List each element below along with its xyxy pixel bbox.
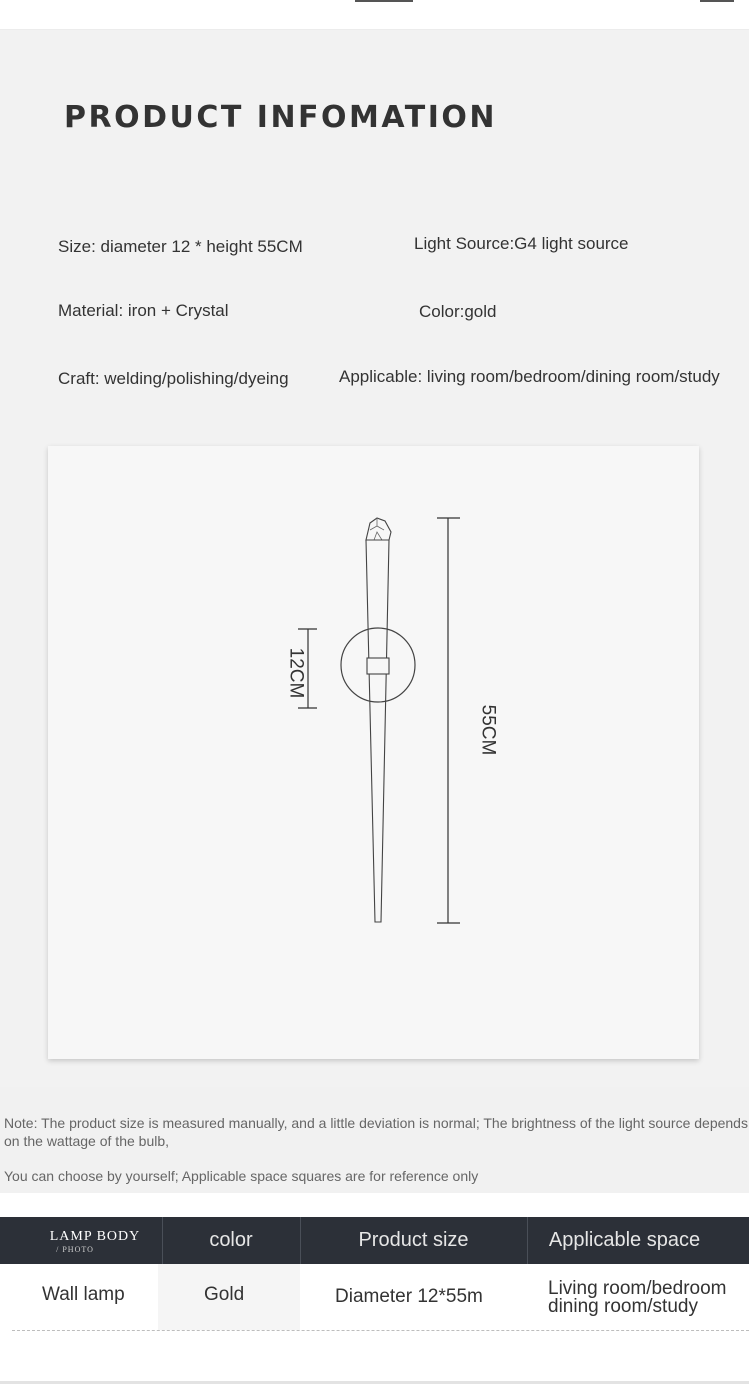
brand-logo-bottom: / PHOTO [56,1245,94,1254]
lamp-rod [366,540,389,922]
brand-logo-top: LAMP BODY [49,1229,141,1244]
product-info-section [0,30,749,1087]
cell-type: Wall lamp [42,1284,125,1305]
row-divider [12,1330,749,1331]
spec-color: Color:gold [419,302,497,321]
header-applicable-space: Applicable space [548,1229,701,1251]
diameter-label: 12CM [285,647,307,699]
cell-color: Gold [204,1284,245,1305]
header-color: color [209,1229,253,1251]
brand-logo [40,1229,150,1255]
crystal-top [366,518,391,540]
table-row [0,1264,749,1330]
header-product-size: Product size [358,1229,469,1251]
spec-material: Material: iron + Crystal [58,301,229,320]
note-line-1: Note: The product size is measured manually, and a little deviation is normal; The brightness of the light source depends on the wattage of the bulb, [4,1115,748,1149]
lamp-drawing [48,446,699,1059]
top-strip [0,0,749,30]
lamp-collar [367,658,389,674]
table-header [0,1217,749,1264]
page-title: PRODUCT INFOMATION [64,100,498,135]
note-section [0,1087,749,1193]
spec-size: Size: diameter 12 * height 55CM [58,237,303,256]
spec-light-source: Light Source:G4 light source [414,234,629,253]
height-label: 55CM [477,704,499,756]
note-line-2: You can choose by yourself; Applicable space squares are for reference only [4,1168,479,1184]
lamp-dimension-diagram [48,446,699,1059]
cell-size: Diameter 12*55m [335,1286,483,1307]
cell-space-line-2: dining room/study [548,1296,698,1317]
cell-space-line-1: Living room/bedroom [548,1278,727,1299]
spec-applicable: Applicable: living room/bedroom/dining room/study [339,367,720,386]
spec-craft: Craft: welding/polishing/dyeing [58,369,289,388]
top-divider-mark [355,0,413,2]
top-divider-mark [700,0,734,2]
